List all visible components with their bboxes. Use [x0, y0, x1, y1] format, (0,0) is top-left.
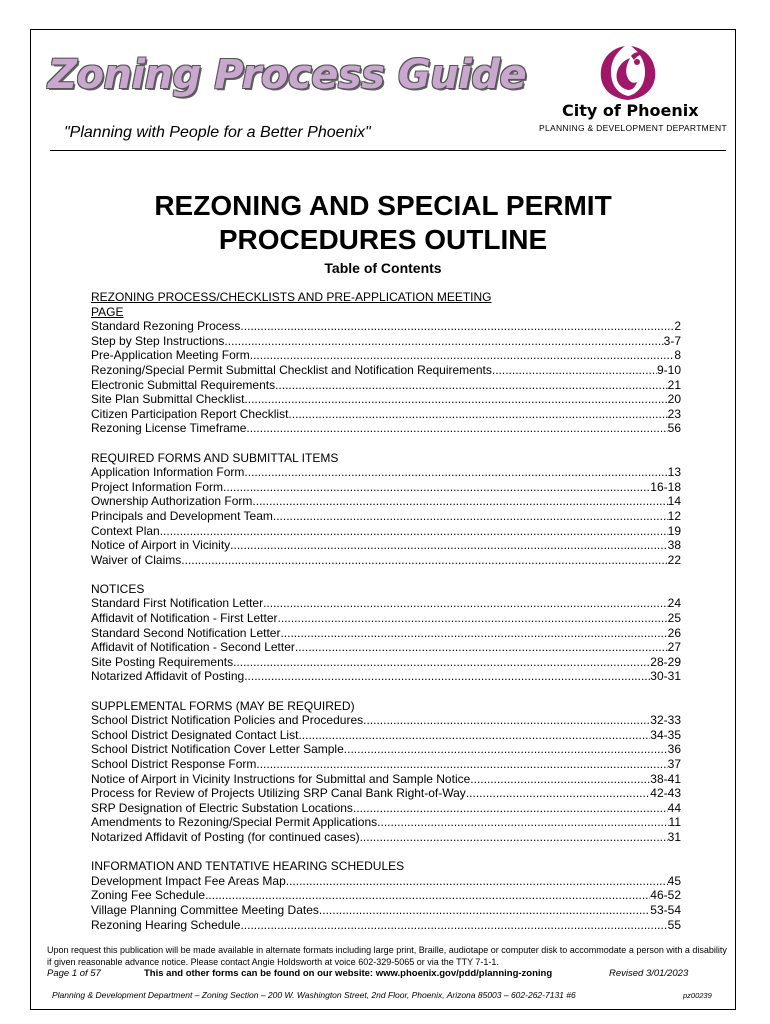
leader-dots [250, 348, 675, 363]
leader-dots [263, 596, 668, 611]
toc-entry-label: Notarized Affidavit of Posting [91, 669, 245, 684]
toc-entry [91, 319, 681, 334]
toc-entry [91, 640, 681, 655]
toc-entry-page: 31 [667, 829, 681, 844]
toc-entry [91, 757, 681, 772]
leader-dots [224, 334, 663, 349]
toc-entry-page: 20 [667, 392, 681, 407]
leader-dots [205, 888, 650, 903]
leader-dots [160, 524, 668, 539]
toc-entry-label: Zoning Fee Schedule [91, 888, 206, 903]
toc-entry [91, 538, 681, 553]
toc-entry-label: Notice of Airport in Vicinity Instructions for Submittal and Sample Notice [91, 771, 471, 786]
leader-dots [244, 392, 667, 407]
leader-dots [360, 830, 668, 845]
toc-entry-label: Project Information Form [91, 479, 224, 494]
toc-title: Table of Contents [324, 260, 442, 276]
toc-entry [91, 480, 681, 495]
toc-entry-page: 46-52 [650, 888, 681, 903]
toc-entry [91, 728, 681, 743]
toc-entry [91, 465, 681, 480]
leader-dots [240, 319, 674, 334]
toc-entry-page: 21 [667, 377, 681, 392]
department-address: Planning & Development Department – Zoning Section – 200 W. Washington Street, 2nd Floor, Phoenix, Arizona 85003 – 602-262-7131 #6 [52, 990, 576, 1000]
toc-entry-label: Waiver of Claims [91, 552, 182, 567]
toc-entry-label: Affidavit of Notification - Second Letter [91, 640, 295, 655]
toc-section-header: REQUIRED FORMS AND SUBMITTAL ITEMS [91, 450, 339, 465]
toc-entry-page: 38 [667, 538, 681, 553]
toc-entry-page: 22 [667, 552, 681, 567]
toc-entry-page: 23 [667, 406, 681, 421]
toc-entry-label: School District Response Form [91, 757, 257, 771]
toc-entry-page: 3-7 [663, 333, 681, 348]
toc-entry-page: 9-10 [656, 362, 681, 377]
toc-entry-label: School District Designated Contact List [91, 727, 299, 742]
leader-dots [244, 669, 650, 684]
toc-entry-label: Pre-Application Meeting Form [91, 348, 250, 363]
toc-entry-label: Application Information Form [91, 465, 245, 480]
toc-entry [91, 421, 681, 436]
leader-dots [223, 480, 650, 495]
toc-entry [91, 611, 681, 626]
toc-entry-label: Rezoning/Special Permit Submittal Checklist and Notification Requirements [91, 362, 492, 377]
toc-section-header: REZONING PROCESS/CHECKLISTS AND PRE-APPLICATION MEETING PAGE [91, 290, 492, 319]
toc-entry [91, 553, 681, 568]
toc-entry-label: School District Notification Cover Letter Sample [91, 742, 344, 757]
toc-entry-page: 37 [667, 757, 681, 771]
leader-dots [256, 757, 667, 772]
leader-dots [244, 465, 667, 480]
leader-dots [240, 918, 667, 933]
toc-entry [91, 801, 681, 816]
toc-entry-page: 30-31 [650, 669, 681, 684]
toc-entry-label: Citizen Participation Report Checklist [91, 406, 289, 421]
toc-entry-label: Rezoning License Timeframe [91, 421, 247, 436]
toc-entry-label: Amendments to Rezoning/Special Permit Applications [91, 815, 378, 830]
phoenix-bird-icon [597, 42, 659, 102]
toc-entry-label: Ownership Authorization Form [91, 494, 253, 509]
document-title: Zoning Process Guide [48, 52, 527, 98]
toc-section-header: NOTICES [91, 581, 145, 596]
revised-date: Revised 3/01/2023 [609, 968, 689, 979]
toc-entry [91, 742, 681, 757]
toc-entry [91, 815, 681, 830]
toc-entry-label: Electronic Submittal Requirements [91, 377, 276, 392]
leader-dots [275, 378, 668, 393]
leader-dots [273, 509, 668, 524]
toc-entry-page: 24 [667, 596, 681, 611]
accessibility-notice: Upon request this publication will be made available in alternate formats including large print, Braille, audiotape or computer disk to accommodate a person with a disability if given reasonable advance notice. Please contact Angie Holdsworth at voice 602-329-5065 or via the TTY 7-1-1. [47, 945, 727, 967]
toc-entry-page: 14 [667, 494, 681, 509]
toc-entry-label: Site Plan Submittal Checklist [91, 392, 245, 407]
leader-dots [353, 801, 668, 816]
toc-entry-page: 45 [667, 873, 681, 888]
toc-entry [91, 655, 681, 670]
toc-section-header: INFORMATION AND TENTATIVE HEARING SCHEDULES [91, 859, 405, 874]
toc-entry-label: Affidavit of Notification - First Letter [91, 611, 278, 626]
toc-entry-page: 25 [667, 611, 681, 626]
toc-entry-page: 26 [667, 625, 681, 640]
toc-entry-label: Standard Second Notification Letter [91, 625, 281, 640]
toc-entry-label: Village Planning Committee Meeting Dates [91, 902, 319, 917]
toc-entry-label: Principals and Development Team [91, 508, 273, 523]
toc-entry-page: 42-43 [650, 786, 681, 801]
toc-entry-page: 36 [667, 742, 681, 757]
toc-entry-label: Site Posting Requirements [91, 654, 234, 669]
toc-entry-page: 55 [667, 917, 681, 932]
toc-entry-page: 13 [667, 465, 681, 480]
leader-dots [363, 713, 650, 728]
toc-entry-label: Notarized Affidavit of Posting (for continued cases) [91, 829, 360, 844]
leader-dots [280, 626, 667, 641]
website-link[interactable]: This and other forms can be found on our website: www.phoenix.gov/pdd/planning-zoning [144, 968, 553, 979]
header-divider [50, 150, 726, 151]
toc-entry-label: School District Notification Policies and Procedures [91, 713, 364, 728]
toc-entry-label: SRP Designation of Electric Substation Locations [91, 800, 353, 815]
toc-entry [91, 524, 681, 539]
toc-entry [91, 407, 681, 422]
toc-entry-page: 11 [668, 815, 681, 830]
leader-dots [298, 728, 650, 743]
toc-entry [91, 786, 681, 801]
toc-entry-page: 16-18 [650, 479, 681, 494]
toc-entry [91, 494, 681, 509]
toc-entry-label: Step by Step Instructions [91, 333, 225, 348]
toc-entry [91, 392, 681, 407]
toc-entry-page: 27 [667, 640, 681, 655]
toc-entry-page: 8 [674, 348, 681, 363]
toc-entry-label: Notice of Airport in Vicinity [91, 538, 231, 553]
toc-entry [91, 669, 681, 684]
toc-entry [91, 830, 681, 845]
logo-city-name: City of Phoenix [562, 101, 699, 120]
leader-dots [492, 363, 657, 378]
toc-entry [91, 363, 681, 378]
leader-dots [288, 407, 667, 422]
toc-entry [91, 903, 681, 918]
heading-line-1: REZONING AND SPECIAL PERMIT [154, 190, 612, 221]
leader-dots [278, 611, 668, 626]
form-id: pz00239 [683, 991, 712, 1000]
leader-dots [470, 772, 650, 787]
toc-entry [91, 874, 681, 889]
heading-line-2: PROCEDURES OUTLINE [218, 224, 548, 255]
toc-entry-label: Development Impact Fee Areas Map [91, 873, 286, 888]
leader-dots [252, 494, 667, 509]
toc-entry-label: Process for Review of Projects Utilizing SRP Canal Bank Right-of-Way [91, 786, 466, 801]
toc-entry-label: Standard First Notification Letter [91, 596, 264, 611]
toc-entry [91, 772, 681, 787]
leader-dots [246, 421, 667, 436]
toc-entry-page: 38-41 [650, 771, 681, 786]
toc-entry-page: 12 [667, 508, 681, 523]
toc-entry [91, 596, 681, 611]
toc-entry-page: 28-29 [650, 654, 681, 669]
table-of-contents [91, 290, 681, 932]
toc-entry-label: Rezoning Hearing Schedule [91, 917, 241, 932]
toc-entry [91, 378, 681, 393]
toc-entry-page: 53-54 [650, 902, 681, 917]
leader-dots [466, 786, 650, 801]
toc-entry [91, 334, 681, 349]
toc-entry-page: 34-35 [650, 727, 681, 742]
page-number: Page 1 of 57 [47, 968, 101, 979]
toc-entry-page: 44 [667, 800, 681, 815]
leader-dots [181, 553, 667, 568]
toc-entry-page: 56 [667, 421, 681, 436]
toc-entry [91, 888, 681, 903]
toc-entry [91, 626, 681, 641]
toc-section-header: SUPPLEMENTAL FORMS (MAY BE REQUIRED) [91, 698, 355, 713]
leader-dots [377, 815, 668, 830]
toc-entry-page: 19 [667, 523, 681, 538]
toc-entry [91, 918, 681, 933]
toc-entry [91, 348, 681, 363]
leader-dots [230, 538, 667, 553]
toc-entry [91, 713, 681, 728]
toc-entry-page: 32-33 [650, 713, 681, 728]
leader-dots [319, 903, 650, 918]
tagline: "Planning with People for a Better Phoenix" [64, 124, 371, 141]
leader-dots [286, 874, 668, 889]
toc-entry-label: Standard Rezoning Process [91, 319, 241, 334]
toc-entry-page: 2 [674, 319, 681, 334]
leader-dots [233, 655, 650, 670]
leader-dots [295, 640, 668, 655]
leader-dots [344, 742, 668, 757]
toc-entry-label: Context Plan [91, 523, 160, 538]
logo-department: PLANNING & DEVELOPMENT DEPARTMENT [539, 123, 727, 133]
toc-entry [91, 509, 681, 524]
